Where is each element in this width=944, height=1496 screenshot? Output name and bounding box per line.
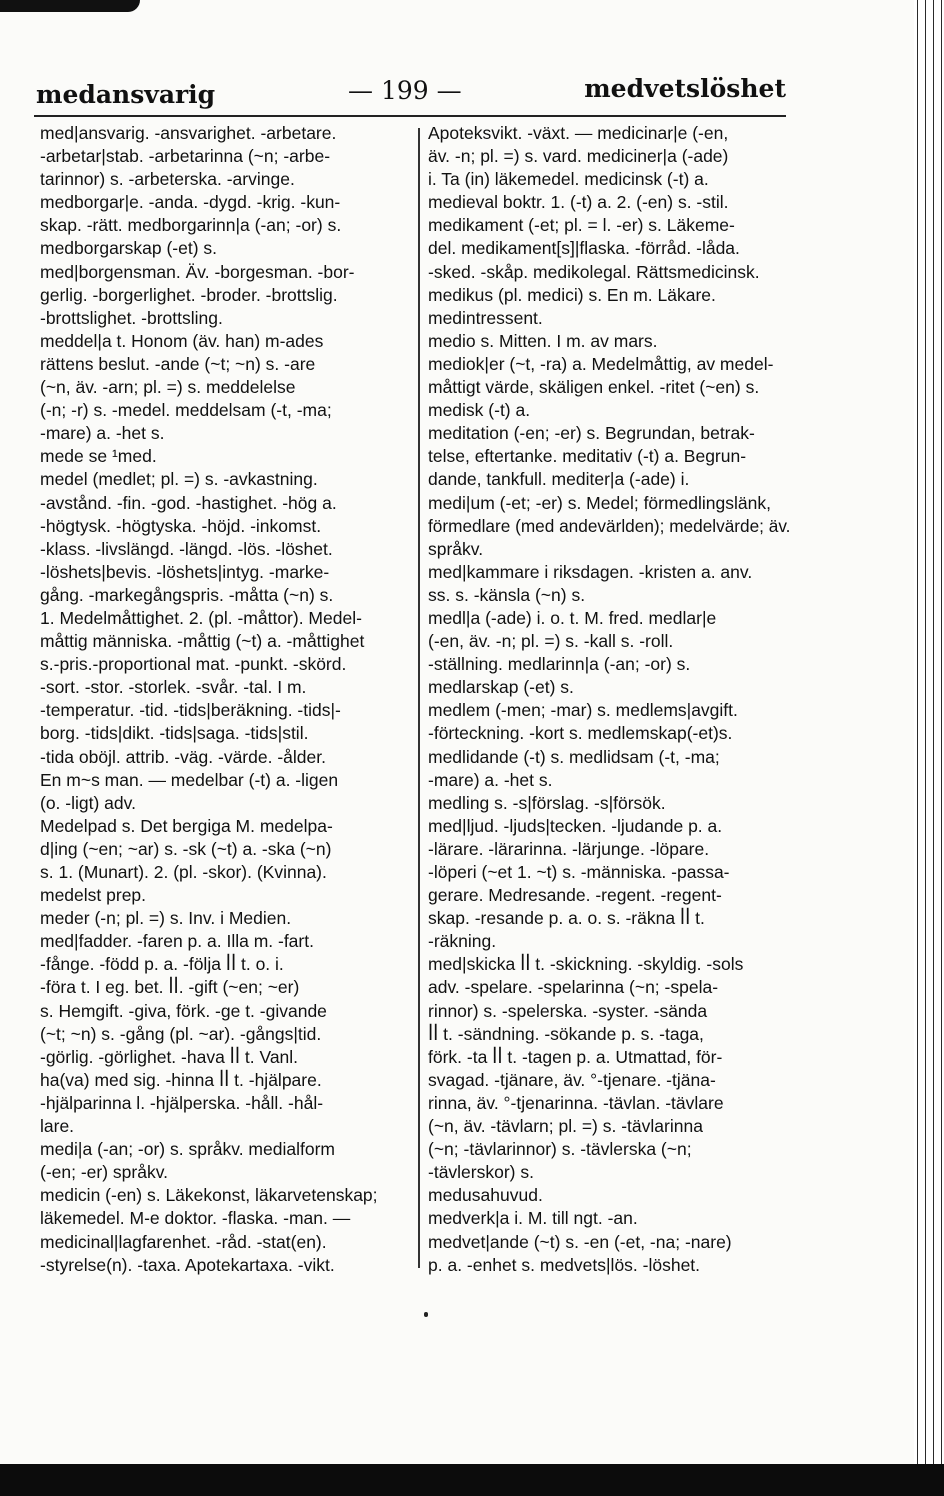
dictionary-line: -sort. -stor. -storlek. -svår. -tal. I m. bbox=[40, 677, 307, 698]
dictionary-line: medicinal|lagfarenhet. -råd. -stat(en). bbox=[40, 1231, 327, 1252]
dictionary-line: (o. -ligt) adv. bbox=[40, 792, 136, 813]
dictionary-line: måttigt värde, skäligen enkel. -ritet (~en) s. bbox=[428, 377, 760, 398]
dictionary-line: med|kammare i riksdagen. -kristen a. anv. bbox=[428, 561, 753, 582]
dictionary-line: medieval boktr. 1. (-t) a. 2. (-en) s. -stil. bbox=[428, 192, 729, 213]
dictionary-line: meddel|a t. Honom (äv. han) m-ades bbox=[40, 330, 324, 351]
dictionary-line: med|borgensman. Äv. -borgesman. -bor- bbox=[40, 261, 355, 282]
dictionary-line: meditation (-en; -er) s. Begrundan, betrak- bbox=[428, 423, 755, 444]
dictionary-line: (~n, äv. -tävlarn; pl. =) s. -tävlarinna bbox=[428, 1116, 703, 1137]
dictionary-line: medi|a (-an; -or) s. språkv. medialform bbox=[40, 1139, 335, 1160]
dictionary-line: medicin (-en) s. Läkekonst, läkarvetenskap; bbox=[40, 1185, 378, 1206]
left-column bbox=[40, 122, 410, 1277]
dictionary-line: medikament (-et; pl. = l. -er) s. Läkeme- bbox=[428, 215, 735, 236]
dictionary-line: -klass. -livslängd. -längd. -lös. -löshet. bbox=[40, 538, 333, 559]
dictionary-line: med|ansvarig. -ansvarighet. -arbetare. bbox=[40, 123, 337, 143]
dictionary-line: förk. -ta ꟾꟾ t. -tagen p. a. Utmattad, för- bbox=[428, 1046, 723, 1067]
dictionary-line: -temperatur. -tid. -tids|beräkning. -tids|- bbox=[40, 700, 341, 721]
dictionary-line: medling s. -s|förslag. -s|försök. bbox=[428, 792, 666, 813]
dictionary-line: måttig människa. -måttig (~t) a. -måttighet bbox=[40, 631, 365, 652]
dictionary-line: (-en, äv. -n; pl. =) s. -kall s. -roll. bbox=[428, 631, 674, 652]
dictionary-line: adv. -spelare. -spelarinna (~n; -spela- bbox=[428, 977, 719, 998]
dictionary-line: -mare) a. -het s. bbox=[40, 423, 165, 444]
dictionary-line: s.-pris.-proportional mat. -punkt. -skörd. bbox=[40, 654, 347, 675]
dictionary-line: -görlig. -görlighet. -hava ꟾꟾ t. Vanl. bbox=[40, 1046, 299, 1067]
dictionary-line: -ställning. medlarinn|a (-an; -or) s. bbox=[428, 654, 691, 675]
dictionary-line: språkv. bbox=[428, 538, 484, 559]
dictionary-line: skap. -rätt. medborgarinn|a (-an; -or) s. bbox=[40, 215, 342, 236]
dictionary-line: (-en; -er) språkv. bbox=[40, 1162, 169, 1183]
dictionary-line: ha(va) med sig. -hinna ꟾꟾ t. -hjälpare. bbox=[40, 1069, 322, 1090]
dictionary-line: -löperi (~et 1. ~t) s. -människa. -passa- bbox=[428, 862, 730, 882]
header-rule bbox=[34, 115, 786, 117]
dictionary-line: (~n, äv. -arn; pl. =) s. meddelelse bbox=[40, 377, 296, 398]
dictionary-line: -löshets|bevis. -löshets|intyg. -marke- bbox=[40, 561, 330, 582]
dictionary-line: borg. -tids|dikt. -tids|saga. -tids|stil. bbox=[40, 723, 309, 744]
dictionary-line: tarinnor) s. -arbeterska. -arvinge. bbox=[40, 169, 295, 190]
dictionary-line: medl|a (-ade) i. o. t. M. fred. medlar|e bbox=[428, 607, 717, 628]
scan-shadow-corner bbox=[0, 0, 140, 12]
dictionary-line: -sked. -skåp. medikolegal. Rättsmedicinsk. bbox=[428, 261, 760, 282]
dictionary-line: lare. bbox=[40, 1116, 75, 1137]
dictionary-line: rinnor) s. -spelerska. -syster. -sända bbox=[428, 1000, 708, 1021]
dictionary-line: rättens beslut. -ande (~t; ~n) s. -are bbox=[40, 353, 316, 374]
dictionary-line: medikus (pl. medici) s. En m. Läkare. bbox=[428, 284, 716, 305]
dictionary-line: -högtysk. -högtyska. -höjd. -inkomst. bbox=[40, 515, 322, 536]
dictionary-line: gerare. Medresande. -regent. -regent- bbox=[428, 885, 722, 906]
right-running-headword: medvetslöshet bbox=[584, 74, 786, 103]
dictionary-line: medborgarskap (-et) s. bbox=[40, 238, 218, 259]
dictionary-line: medlem (-men; -mar) s. medlems|avgift. bbox=[428, 700, 738, 721]
dictionary-line: skap. -resande p. a. o. s. -räkna ꟾꟾ t. bbox=[428, 908, 705, 929]
dictionary-line: -tävlerskor) s. bbox=[428, 1162, 534, 1183]
dictionary-line: ꟾꟾ t. -sändning. -sökande p. s. -taga, bbox=[428, 1023, 704, 1044]
dictionary-line: läkemedel. M-e doktor. -flaska. -man. — bbox=[40, 1208, 351, 1229]
dictionary-line: -föra t. I eg. bet. ꟾꟾ. -gift (~en; ~er) bbox=[40, 977, 300, 998]
left-running-headword: medansvarig bbox=[36, 80, 216, 109]
dictionary-line: medusahuvud. bbox=[428, 1185, 543, 1206]
dictionary-line: del. medikament[s]|flaska. -förråd. -låda. bbox=[428, 238, 740, 259]
dictionary-line: med|fadder. -faren p. a. Illa m. -fart. bbox=[40, 931, 314, 952]
page-number: — 199 — bbox=[348, 76, 462, 105]
dictionary-line: -lärare. -lärarinna. -lärjunge. -löpare. bbox=[428, 838, 710, 859]
dictionary-line: Medelpad s. Det bergiga M. medelpa- bbox=[40, 815, 333, 836]
page-header bbox=[30, 72, 786, 112]
scan-binding-edge bbox=[914, 0, 944, 1496]
dictionary-line: (~n; -tävlarinnor) s. -tävlerska (~n; bbox=[428, 1139, 692, 1160]
dictionary-line: svagad. -tjänare, äv. °-tjenare. -tjäna- bbox=[428, 1069, 716, 1090]
dictionary-line: medelst prep. bbox=[40, 885, 147, 906]
scan-bottom-edge bbox=[0, 1464, 944, 1496]
dictionary-line: medintressent. bbox=[428, 307, 543, 328]
dictionary-line: medverk|a i. M. till ngt. -an. bbox=[428, 1208, 638, 1229]
dictionary-line: förmedlare (med andevärlden); medelvärde; äv. bbox=[428, 515, 791, 536]
dictionary-line: -arbetar|stab. -arbetarinna (~n; -arbe- bbox=[40, 146, 331, 167]
dictionary-line: -förteckning. -kort s. medlemskap(-et)s. bbox=[428, 723, 733, 744]
dictionary-line: gerlig. -borgerlighet. -broder. -brottslig. bbox=[40, 284, 338, 305]
dictionary-line: medi|um (-et; -er) s. Medel; förmedlingslänk, bbox=[428, 492, 771, 513]
dictionary-line: (~t; ~n) s. -gång (pl. ~ar). -gångs|tid. bbox=[40, 1023, 322, 1044]
dictionary-line: -styrelse(n). -taxa. Apotekartaxa. -vikt. bbox=[40, 1254, 335, 1275]
dictionary-line: medvet|ande (~t) s. -en (-et, -na; -nare) bbox=[428, 1231, 732, 1252]
dictionary-line: med|ljud. -ljuds|tecken. -ljudande p. a. bbox=[428, 815, 723, 836]
dictionary-line: i. Ta (in) läkemedel. medicinsk (-t) a. bbox=[428, 169, 709, 190]
dictionary-line: med|skicka ꟾꟾ t. -skickning. -skyldig. -sols bbox=[428, 954, 744, 975]
dictionary-line: medlarskap (-et) s. bbox=[428, 677, 574, 698]
dictionary-line: En m~s man. — medelbar (-t) a. -ligen bbox=[40, 769, 339, 790]
dictionary-line: medisk (-t) a. bbox=[428, 400, 531, 421]
dictionary-line: s. Hemgift. -giva, förk. -ge t. -givande bbox=[40, 1000, 327, 1021]
dictionary-line: -avstånd. -fin. -god. -hastighet. -hög a. bbox=[40, 492, 337, 513]
dictionary-line: rinna, äv. °-tjenarinna. -tävlan. -tävlare bbox=[428, 1092, 724, 1113]
dictionary-line: telse, eftertanke. meditativ (-t) a. Begrun- bbox=[428, 446, 747, 467]
dictionary-line: medel (medlet; pl. =) s. -avkastning. bbox=[40, 469, 318, 490]
dictionary-line: -tida oböjl. attrib. -väg. -värde. -ålder. bbox=[40, 746, 326, 767]
dictionary-line: 1. Medelmåttighet. 2. (pl. -måttor). Medel- bbox=[40, 607, 362, 628]
column-divider bbox=[418, 128, 420, 1268]
dictionary-line: mede se ¹med. bbox=[40, 446, 157, 467]
dictionary-line: -hjälparinna l. -hjälperska. -håll. -hål- bbox=[40, 1092, 324, 1113]
dictionary-line: -brottslighet. -brottsling. bbox=[40, 307, 223, 328]
dictionary-line: medborgar|e. -anda. -dygd. -krig. -kun- bbox=[40, 192, 341, 213]
dictionary-line: (-n; -r) s. -medel. meddelsam (-t, -ma; bbox=[40, 400, 332, 421]
dictionary-line: medio s. Mitten. I m. av mars. bbox=[428, 330, 658, 351]
dictionary-line: mediok|er (~t, -ra) a. Medelmåttig, av medel- bbox=[428, 353, 774, 374]
dictionary-line: Apoteksvikt. -växt. — medicinar|e (-en, bbox=[428, 123, 729, 143]
dictionary-line: -fånge. -född p. a. -följa ꟾꟾ t. o. i. bbox=[40, 954, 284, 975]
dictionary-line: s. 1. (Munart). 2. (pl. -skor). (Kvinna). bbox=[40, 862, 327, 882]
dictionary-line: d|ing (~en; ~ar) s. -sk (~t) a. -ska (~n) bbox=[40, 838, 332, 859]
dictionary-line: meder (-n; pl. =) s. Inv. i Medien. bbox=[40, 908, 292, 929]
right-column bbox=[428, 122, 790, 1277]
dictionary-line: -mare) a. -het s. bbox=[428, 769, 553, 790]
dictionary-line: medlidande (-t) s. medlidsam (-t, -ma; bbox=[428, 746, 720, 767]
dictionary-line: dande, tankfull. mediter|a (-ade) i. bbox=[428, 469, 690, 490]
ink-speck bbox=[424, 1312, 428, 1317]
dictionary-line: p. a. -enhet s. medvets|lös. -löshet. bbox=[428, 1254, 701, 1275]
dictionary-line: gång. -markegångspris. -måtta (~n) s. bbox=[40, 584, 334, 605]
dictionary-line: äv. -n; pl. =) s. vard. mediciner|a (-ade) bbox=[428, 146, 729, 167]
dictionary-line: ss. s. -känsla (~n) s. bbox=[428, 584, 586, 605]
dictionary-line: -räkning. bbox=[428, 931, 497, 952]
